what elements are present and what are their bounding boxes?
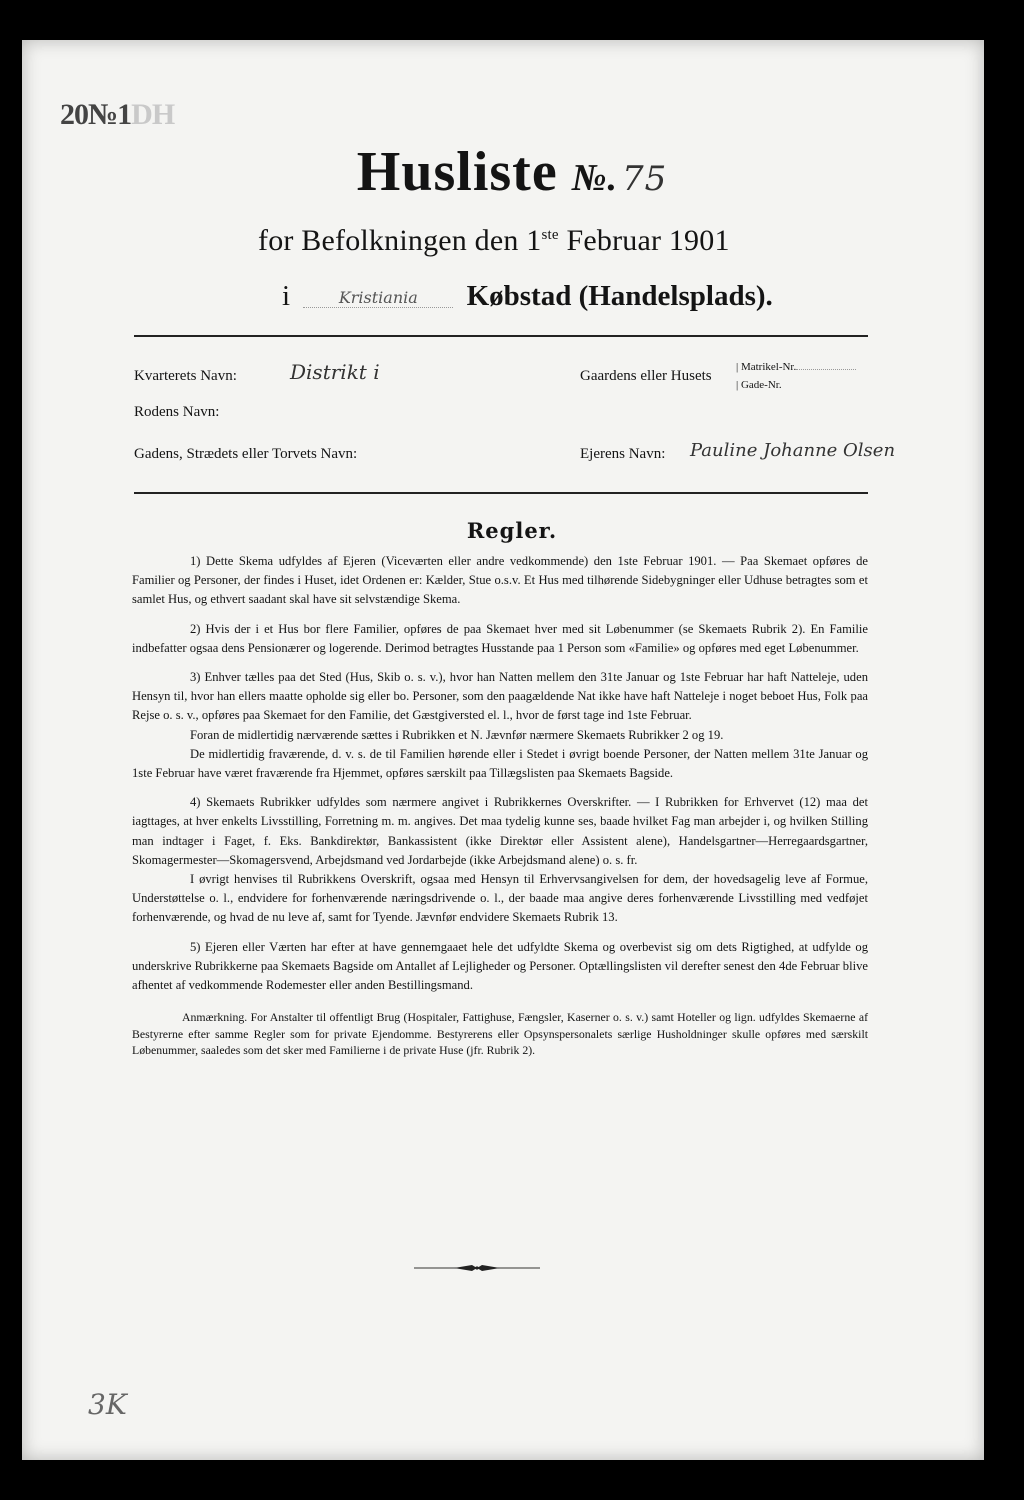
gaard-bracket: | Matrikel-Nr. | Gade-Nr. — [736, 358, 856, 394]
city-value: Kristiania — [303, 288, 453, 308]
rule-paragraph: I øvrigt henvises til Rubrikkens Overskrift, ogsaa med Hensyn til Erhvervsangivelsen for dem, der hovedsagelig leve af Formue, Understøttelse o. l., endvidere for forhenværende næringsdrivende o. l., der baade maa angive deres forhenværende Livsstilling med vedføjet forhenværende, og hvad de nu leve af, samt for Tyende. Jævnfør endvidere Skemaets Rubrik 13. — [132, 872, 868, 925]
rules-text — [132, 552, 868, 1069]
rule-paragraph: 5) Ejeren eller Værten har efter at have gennemgaaet hele det udfyldte Skema og overbevist sig om dets Rigtighed, at udfylde og underskrive Rubrikkerne paa Skemaets Bagside om Antallet af Lejligheder og Personer. Optællingslisten vil derefter senest den 4de Februar blive afhentet af vedkommende Rodemester eller anden Bestillingsmand. — [132, 939, 868, 993]
bottom-divider — [134, 492, 868, 494]
ornament-divider — [414, 1264, 540, 1272]
list-number: 75 — [621, 159, 668, 199]
rule-paragraph: 3) Enhver tælles paa det Sted (Hus, Skib o. s. v.), hvor han Natten mellem den 31te Januar og 1ste Februar har haft Natteleje, uden Hensyn til, hvor han ellers maatte opholde sig eller bo. Personer, som den paagældende Nat ikke have haft Natteleje i noget beboet Hus, Folk paa Rejse o. s. v., opføres paa Skemaet for den Familie, det Gæstgiversted el. l., hvor de først tage ind 1ste Februar. — [132, 670, 868, 723]
number-label: №. — [571, 157, 618, 199]
corner-stamp: 20№1DH — [60, 98, 175, 131]
eier-value: Pauline Johanne Olsen — [690, 440, 896, 461]
rule-paragraph: Foran de midlertidig nærværende sættes i Rubrikken et N. Jævnfør nærmere Skemaets Rubrikker 2 og 19. — [190, 727, 724, 742]
subtitle-city: i Kristiania Købstad (Handelsplads). — [282, 280, 773, 312]
rule-paragraph: 2) Hvis der i et Hus bor flere Familier, opføres de paa Skemaet hver med sit Løbenummer (se Skemaets Rubrik 2). En Familie indbefatter ogsaa dens Pensionærer og logerende. Derimod betragtes Husstande paa 1 Person som «Familie» og opføres med eget Løbenummer. — [132, 621, 868, 655]
rule-paragraph: 4) Skemaets Rubrikker udfyldes som nærmere angivet i Rubrikkernes Overskrifter. — I Rubrikken for Erhvervet (12) maa det iagttages, at hver enkelts Livsstilling, Forretning m. m. angives. Det maa tydelig kunne ses, baade hvilket Fag man arbejder i, og hvilken Stilling man indtager i Faget, f. Eks. Bankdirektør, Bankassistent (ikke Direktør eller Assistent alene), Handelsgartner—Herregaardsgartner, Skomagermester—Skomagersvend, Arbejdsmand ved Jordarbejde (ikke Arbejdsmand alene) o. s. fr. — [132, 795, 868, 867]
gaard-label: Gaardens eller Husets — [580, 368, 712, 384]
rule-paragraph: De midlertidig fraværende, d. v. s. de til Familien hørende eller i Stedet i øvrigt boende Personer, der Natten mellem 31te Januar og 1ste Februar have været fraværende fra Hjemmet, opføres særskilt paa Tillægslisten paa Skemaets Bagside. — [132, 746, 868, 781]
top-divider — [134, 335, 868, 337]
subtitle-date: for Befolkningen den 1ste Februar 1901 — [258, 224, 730, 257]
page-title: Husliste №. 75 — [356, 141, 668, 203]
kvarter-field: Kvarterets Navn: — [134, 368, 237, 384]
eier-label: Ejerens Navn: — [580, 446, 666, 462]
gade-label: Gadens, Strædets eller Torvets Navn: — [134, 446, 358, 462]
note-paragraph: Anmærkning. For Anstalter til offentligt Brug (Hospitaler, Fattighuse, Fængsler, Kaserner o. s. v.) samt Hoteller og lign. udfyldes Skemaerne af Bestyrerne efter samme Regler som for private Ejendomme. Bestyrerens eller Opsynspersonalets særlige Husholdninger skulle opføres med særskilt Løbenummer, saaledes som det sker med Familierne i de private Huse (jfr. Rubrik 2). — [132, 1010, 868, 1058]
rode-label: Rodens Navn: — [134, 404, 220, 420]
rules-heading: Regler. — [466, 518, 558, 543]
kvarter-value: Distrikt i — [290, 360, 380, 384]
archive-mark: 3K — [88, 1388, 127, 1421]
rule-paragraph: 1) Dette Skema udfyldes af Ejeren (Viceværten eller andre vedkommende) den 1ste Februar 1901. — Paa Skemaet opføres de Familier og Personer, der findes i Huset, idet Ordenen er: Kælder, Stue o.s.v. Et Hus med tilhørende Sidebygninger eller Udhuse betragtes som et samlet Hus, og ethvert saadant skal have sit selvstændige Skema. — [132, 554, 868, 607]
